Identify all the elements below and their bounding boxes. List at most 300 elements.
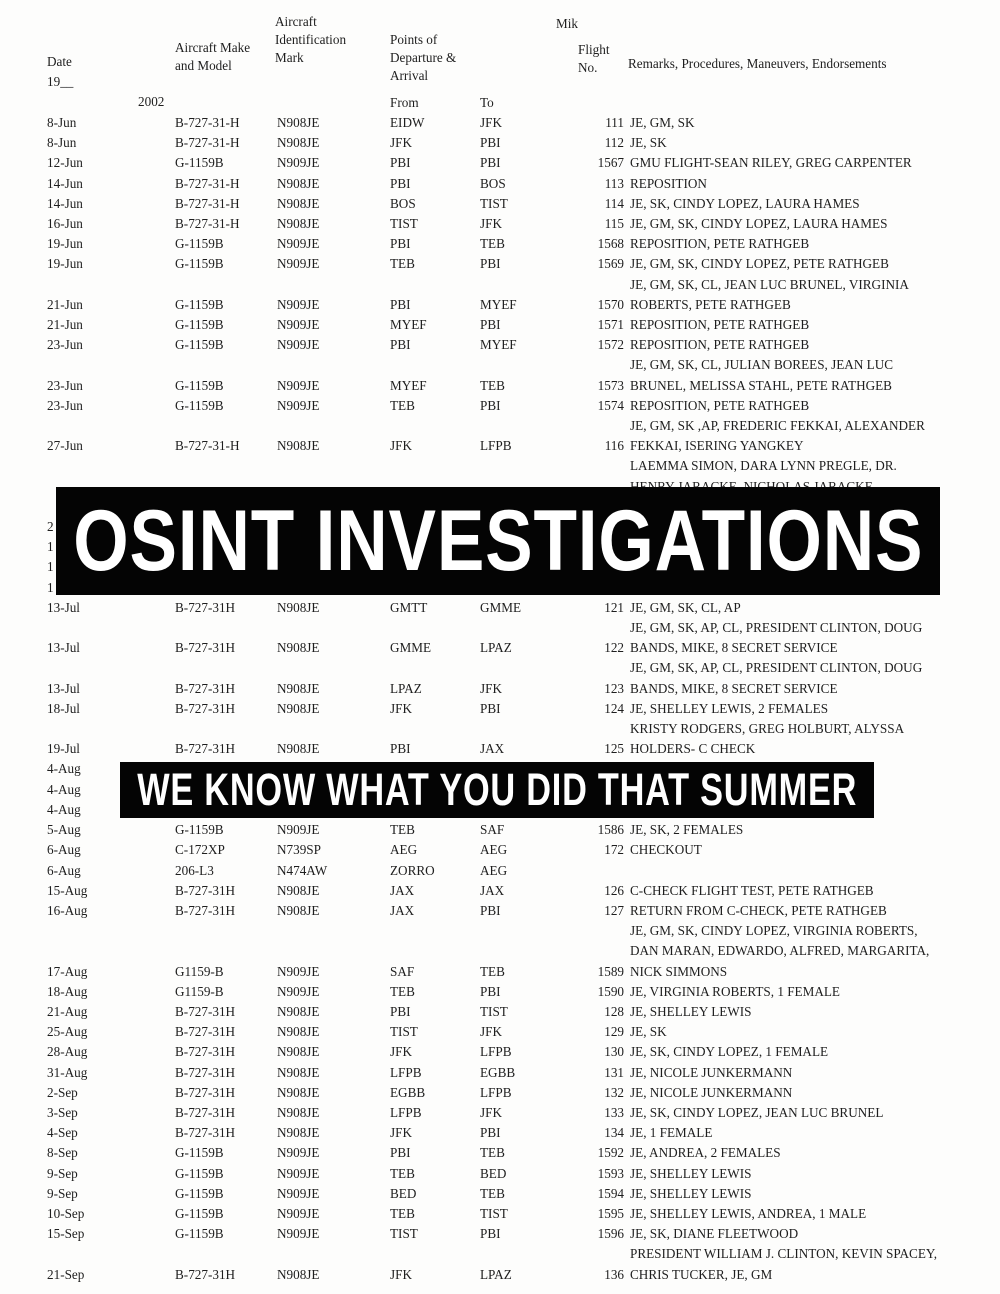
remarks-text: JE, GM, SK ,AP, FREDERIC FEKKAI, ALEXANDER: [630, 418, 925, 434]
flight-number: 124: [604, 700, 624, 716]
flight-number: 1596: [597, 1226, 624, 1242]
row-date: 8-Jun: [47, 135, 77, 151]
row-from: MYEF: [390, 377, 427, 393]
row-remarks: [558, 234, 1000, 254]
row-to: BED: [480, 1165, 507, 1181]
header-aircraft-make-label: and Model: [175, 58, 232, 73]
remarks-text: JE, NICOLE JUNKERMANN: [630, 1064, 793, 1080]
row-make: B-727-31H: [175, 1044, 236, 1060]
row-date: 21-Sep: [47, 1266, 85, 1282]
row-ident: N908JE: [277, 1064, 320, 1080]
row-from: TEB: [390, 256, 415, 272]
header-aircraft-identification-label: Aircraft: [275, 14, 317, 29]
row-to: MYEF: [480, 296, 517, 312]
row-make: B-727-31-H: [175, 135, 240, 151]
row-ident: N909JE: [277, 1165, 320, 1181]
row-to: LFPB: [480, 438, 512, 454]
row-from: JAX: [390, 882, 415, 898]
row-to: LFPB: [480, 1084, 512, 1100]
remarks-text: JE, GM, SK, CL, JULIAN BOREES, JEAN LUC: [630, 357, 894, 373]
row-date: 9-Sep: [47, 1185, 78, 1201]
row-to: LPAZ: [480, 1266, 512, 1282]
row-ident: N908JE: [277, 640, 320, 656]
remarks-text: JE, SK: [630, 1024, 667, 1040]
table-row: [0, 1164, 1000, 1184]
flight-number: 130: [604, 1044, 624, 1060]
row-make: B-727-31H: [175, 1266, 236, 1282]
remarks-text: JE, ANDREA, 2 FEMALES: [630, 1145, 781, 1161]
flight-number: 1592: [597, 1145, 624, 1161]
table-row: [0, 153, 1000, 173]
row-remarks: [558, 174, 1000, 194]
row-remarks: [558, 658, 1000, 698]
row-ident: N739SP: [277, 842, 321, 858]
row-make: G-1159B: [175, 1145, 224, 1161]
row-make: G-1159B: [175, 296, 224, 312]
row-ident: N909JE: [277, 1185, 320, 1201]
flight-log-rows: [0, 113, 1000, 1285]
remarks-text: JE, SHELLEY LEWIS, 2 FEMALES: [630, 700, 829, 716]
row-remarks: [558, 881, 1000, 901]
row-date: 21-Aug: [47, 1003, 88, 1019]
remarks-text: BANDS, MIKE, 8 SECRET SERVICE: [630, 680, 838, 696]
header-year-value: 2002: [138, 94, 165, 109]
header-to-label: To: [480, 95, 494, 110]
flight-number: [558, 355, 630, 375]
row-date: 15-Sep: [47, 1226, 85, 1242]
remarks-text: JE, SK, DIANE FLEETWOOD: [630, 1226, 799, 1242]
row-from: TIST: [390, 1226, 418, 1242]
row-make: B-727-31H: [175, 1104, 236, 1120]
row-to: JFK: [480, 680, 502, 696]
flight-number: [558, 1244, 630, 1264]
row-ident: N908JE: [277, 195, 320, 211]
remarks-text: JE, SK, CINDY LOPEZ, 1 FEMALE: [630, 1044, 829, 1060]
row-to: AEG: [480, 842, 508, 858]
row-date: 1: [47, 559, 54, 575]
table-row: [0, 254, 1000, 274]
row-to: LFPB: [480, 1044, 512, 1060]
row-make: G-1159B: [175, 317, 224, 333]
row-date: 10-Sep: [47, 1205, 85, 1221]
row-date: 31-Aug: [47, 1064, 88, 1080]
table-row: [0, 416, 1000, 456]
row-remarks: [558, 1204, 1000, 1224]
row-to: PBI: [480, 700, 501, 716]
row-to: JFK: [480, 1024, 502, 1040]
table-row: [0, 901, 1000, 921]
flight-number: 111: [605, 115, 624, 130]
row-to: PBI: [480, 397, 501, 413]
table-row: [0, 174, 1000, 194]
remarks-text: LAEMMA SIMON, DARA LYNN PREGLE, DR.: [630, 458, 897, 474]
table-row: [0, 1042, 1000, 1062]
row-to: PBI: [480, 317, 501, 333]
row-date: 12-Jun: [47, 155, 83, 171]
remarks-text: JE, SHELLEY LEWIS: [630, 1165, 752, 1181]
row-from: JFK: [390, 700, 412, 716]
row-remarks: [558, 133, 1000, 153]
table-row: [0, 1204, 1000, 1224]
table-row: [0, 982, 1000, 1002]
row-ident: N909JE: [277, 822, 320, 838]
remarks-text: ROBERTS, PETE RATHGEB: [630, 296, 791, 312]
row-date: 4-Aug: [47, 801, 81, 817]
remarks-text: JE, GM, SK, CINDY LOPEZ, LAURA HAMES: [630, 216, 888, 232]
row-ident: N909JE: [277, 963, 320, 979]
row-to: JAX: [480, 882, 505, 898]
row-to: TEB: [480, 963, 505, 979]
remarks-text: REPOSITION, PETE RATHGEB: [630, 397, 810, 413]
row-from: PBI: [390, 296, 411, 312]
table-row: [0, 881, 1000, 901]
row-make: B-727-31-H: [175, 175, 240, 191]
row-date: 8-Jun: [47, 115, 77, 130]
row-to: BOS: [480, 175, 506, 191]
row-date: 8-Sep: [47, 1145, 78, 1161]
flight-number: 1593: [597, 1165, 624, 1181]
table-row: [0, 1143, 1000, 1163]
row-make: B-727-31H: [175, 700, 236, 716]
summer-banner-text: WE KNOW WHAT YOU DID THAT SUMMER: [137, 763, 858, 815]
row-date: 3-Sep: [47, 1104, 78, 1120]
row-date: 9-Sep: [47, 1165, 78, 1181]
row-from: TIST: [390, 1024, 418, 1040]
row-date: 23-Jun: [47, 397, 83, 413]
row-make: B-727-31H: [175, 1064, 236, 1080]
row-remarks: [558, 153, 1000, 173]
row-make: G-1159B: [175, 1205, 224, 1221]
flight-number: 1594: [597, 1185, 624, 1201]
row-ident: N908JE: [277, 741, 320, 757]
osint-banner: [56, 487, 940, 595]
row-from: BED: [390, 1185, 417, 1201]
flight-number: 1568: [597, 236, 624, 252]
row-ident: N909JE: [277, 317, 320, 333]
table-row: [0, 1063, 1000, 1083]
row-ident: N909JE: [277, 397, 320, 413]
row-date: 1: [47, 579, 54, 595]
remarks-text: KRISTY RODGERS, GREG HOLBURT, ALYSSA: [630, 721, 905, 737]
header-remarks-label: Remarks, Procedures, Maneuvers, Endorsements: [628, 56, 887, 71]
flight-number: 1574: [597, 397, 624, 413]
row-ident: N908JE: [277, 1024, 320, 1040]
row-date: 17-Aug: [47, 963, 88, 979]
row-remarks: [558, 1123, 1000, 1143]
row-to: PBI: [480, 983, 501, 999]
row-make: G-1159B: [175, 1185, 224, 1201]
row-date: 5-Aug: [47, 822, 81, 838]
row-ident: N474AW: [277, 862, 328, 878]
row-date: 16-Aug: [47, 902, 88, 918]
row-make: B-727-31-H: [175, 115, 240, 130]
row-ident: N909JE: [277, 337, 320, 353]
row-date: 18-Aug: [47, 983, 88, 999]
flight-number: 116: [604, 438, 624, 454]
flight-number: 131: [604, 1064, 624, 1080]
summer-banner: [120, 762, 874, 818]
flight-number: 113: [604, 175, 624, 191]
row-from: TEB: [390, 1205, 415, 1221]
row-from: ZORRO: [390, 862, 435, 878]
row-make: G-1159B: [175, 397, 224, 413]
row-remarks: [558, 1042, 1000, 1062]
remarks-text: JE, SHELLEY LEWIS, ANDREA, 1 MALE: [630, 1205, 867, 1221]
remarks-text: JE, GM, SK, CL, JEAN LUC BRUNEL, VIRGINIA: [630, 276, 909, 292]
row-date: 1: [47, 539, 54, 555]
flight-number: 134: [604, 1125, 624, 1141]
row-to: JAX: [480, 741, 505, 757]
header-date-label: 19__: [47, 74, 74, 89]
row-date: 21-Jun: [47, 317, 83, 333]
header-points-label: Arrival: [390, 68, 429, 83]
row-remarks: [558, 315, 1000, 335]
row-make: B-727-31H: [175, 902, 236, 918]
remarks-text: JE, SHELLEY LEWIS: [630, 1185, 752, 1201]
row-remarks: [558, 1103, 1000, 1123]
table-row: [0, 598, 1000, 618]
table-row: [0, 820, 1000, 840]
flight-number: 1570: [597, 296, 624, 312]
row-from: EGBB: [390, 1084, 426, 1100]
row-from: BOS: [390, 195, 416, 211]
remarks-text: JE, SHELLEY LEWIS: [630, 1003, 752, 1019]
row-ident: N909JE: [277, 983, 320, 999]
row-from: EIDW: [390, 115, 425, 130]
row-from: JAX: [390, 902, 415, 918]
row-ident: N908JE: [277, 115, 320, 130]
row-remarks: [558, 214, 1000, 234]
flight-log-header: [0, 0, 1000, 113]
remarks-text: JE, GM, SK, CL, AP: [630, 599, 741, 615]
remarks-text: JE, SK, CINDY LOPEZ, LAURA HAMES: [630, 195, 860, 211]
remarks-text: REPOSITION: [630, 175, 707, 191]
header-points-label: Points of: [390, 32, 438, 47]
row-make: B-727-31H: [175, 640, 236, 656]
flight-number: 1586: [597, 822, 624, 838]
flight-number: 1589: [597, 963, 624, 979]
row-from: JFK: [390, 1044, 412, 1060]
table-row: [0, 1224, 1000, 1244]
row-to: JFK: [480, 1104, 502, 1120]
table-row: [0, 921, 1000, 982]
row-from: GMME: [390, 640, 432, 656]
table-row: [0, 315, 1000, 335]
remarks-text: JE, SK, CINDY LOPEZ, JEAN LUC BRUNEL: [630, 1104, 884, 1120]
row-make: B-727-31H: [175, 741, 236, 757]
row-ident: N908JE: [277, 599, 320, 615]
row-ident: N909JE: [277, 155, 320, 171]
row-date: 4-Sep: [47, 1125, 78, 1141]
row-to: JFK: [480, 115, 502, 130]
remarks-text: JE, GM, SK: [630, 115, 695, 130]
row-ident: N908JE: [277, 700, 320, 716]
row-date: 2: [47, 519, 54, 535]
row-remarks: [558, 1164, 1000, 1184]
table-row: [0, 1244, 1000, 1284]
row-remarks: [558, 275, 1000, 315]
table-row: [0, 1083, 1000, 1103]
flight-number: 1571: [597, 317, 624, 333]
row-date: 14-Jun: [47, 175, 83, 191]
row-from: TEB: [390, 1165, 415, 1181]
table-row: [0, 133, 1000, 153]
row-to: GMME: [480, 599, 522, 615]
flight-number: 172: [604, 842, 624, 858]
remarks-text: FEKKAI, ISERING YANGKEY: [630, 438, 804, 454]
flight-number: 122: [604, 640, 624, 656]
row-from: SAF: [390, 963, 415, 979]
row-make: B-727-31-H: [175, 216, 240, 232]
row-ident: N908JE: [277, 1003, 320, 1019]
flight-number: [558, 416, 630, 436]
table-row: [0, 1123, 1000, 1143]
row-to: PBI: [480, 155, 501, 171]
flight-number: [558, 921, 630, 941]
row-remarks: [558, 1244, 1000, 1284]
row-remarks: [558, 982, 1000, 1002]
remarks-text: REPOSITION, PETE RATHGEB: [630, 337, 810, 353]
row-to: SAF: [480, 822, 505, 838]
row-make: B-727-31-H: [175, 195, 240, 211]
row-ident: N908JE: [277, 1084, 320, 1100]
flight-number: 112: [604, 135, 624, 151]
flight-number: 114: [604, 195, 624, 211]
flight-number: 1590: [597, 983, 624, 999]
row-ident: N909JE: [277, 1205, 320, 1221]
flight-number: 1572: [597, 337, 624, 353]
table-row: [0, 1103, 1000, 1123]
row-to: TIST: [480, 1003, 508, 1019]
flight-number: 126: [604, 882, 624, 898]
row-make: G-1159B: [175, 822, 224, 838]
row-from: PBI: [390, 155, 411, 171]
row-date: 6-Aug: [47, 842, 81, 858]
flight-number: 132: [604, 1084, 624, 1100]
row-ident: N908JE: [277, 680, 320, 696]
row-to: EGBB: [480, 1064, 516, 1080]
row-to: TEB: [480, 1145, 505, 1161]
row-from: PBI: [390, 1145, 411, 1161]
row-from: JFK: [390, 135, 412, 151]
row-from: GMTT: [390, 599, 428, 615]
row-make: G1159-B: [175, 983, 224, 999]
remarks-text: REPOSITION, PETE RATHGEB: [630, 236, 810, 252]
row-date: 13-Jul: [47, 599, 80, 615]
table-row: [0, 275, 1000, 315]
remarks-text: JE, SK: [630, 135, 667, 151]
row-ident: N908JE: [277, 216, 320, 232]
row-remarks: [558, 194, 1000, 214]
header-from-label: From: [390, 95, 419, 110]
row-date: 4-Aug: [47, 781, 81, 797]
remarks-text: JE, GM, SK, AP, CL, PRESIDENT CLINTON, DOUG: [630, 660, 923, 676]
flight-number: 1573: [597, 377, 624, 393]
row-remarks: [558, 113, 1000, 133]
row-date: 19-Jul: [47, 741, 80, 757]
row-to: LPAZ: [480, 640, 512, 656]
remarks-text: RETURN FROM C-CHECK, PETE RATHGEB: [630, 902, 887, 918]
row-to: MYEF: [480, 337, 517, 353]
row-make: 206-L3: [175, 862, 214, 878]
row-from: LFPB: [390, 1064, 422, 1080]
row-remarks: [558, 598, 1000, 618]
remarks-text: GMU FLIGHT-SEAN RILEY, GREG CARPENTER: [630, 155, 912, 171]
row-from: JFK: [390, 1125, 412, 1141]
row-ident: N909JE: [277, 1145, 320, 1161]
row-ident: N909JE: [277, 236, 320, 252]
flight-number: 1569: [597, 256, 624, 272]
header-mik-fragment: Mik: [556, 16, 578, 31]
row-date: 23-Jun: [47, 337, 83, 353]
table-row: [0, 699, 1000, 719]
table-row: [0, 1002, 1000, 1022]
row-ident: N909JE: [277, 1226, 320, 1242]
remarks-text: HOLDERS- C CHECK: [630, 741, 756, 757]
table-row: [0, 861, 1000, 881]
row-ident: N908JE: [277, 135, 320, 151]
row-remarks: [558, 335, 1000, 355]
row-ident: N908JE: [277, 175, 320, 191]
row-ident: N909JE: [277, 296, 320, 312]
remarks-text: JE, NICOLE JUNKERMANN: [630, 1084, 793, 1100]
header-aircraft-make-label: Aircraft Make: [175, 40, 251, 55]
flight-number: 127: [604, 902, 624, 918]
row-ident: N908JE: [277, 438, 320, 454]
row-from: LPAZ: [390, 680, 422, 696]
row-date: 23-Jun: [47, 377, 83, 393]
row-to: PBI: [480, 256, 501, 272]
row-remarks: [558, 901, 1000, 921]
remarks-text: JE, GM, SK, AP, CL, PRESIDENT CLINTON, DOUG: [630, 620, 923, 636]
table-row: [0, 658, 1000, 698]
row-ident: N908JE: [277, 1104, 320, 1120]
header-aircraft-identification-label: Mark: [275, 50, 304, 65]
flight-number: 128: [604, 1003, 624, 1019]
row-date: 16-Jun: [47, 216, 83, 232]
row-to: AEG: [480, 862, 508, 878]
flight-number: [558, 618, 630, 638]
row-make: B-727-31H: [175, 882, 236, 898]
remarks-text: REPOSITION, PETE RATHGEB: [630, 317, 810, 333]
table-row: [0, 355, 1000, 395]
osint-banner-text: OSINT INVESTIGATIONS: [73, 492, 924, 589]
row-make: B-727-31H: [175, 1084, 236, 1100]
flight-number: 129: [604, 1024, 624, 1040]
row-date: 27-Jun: [47, 438, 83, 454]
row-remarks: [558, 254, 1000, 274]
row-ident: N908JE: [277, 882, 320, 898]
table-row: [0, 1184, 1000, 1204]
row-from: JFK: [390, 1266, 412, 1282]
table-row: [0, 719, 1000, 759]
remarks-text: JE, SK, 2 FEMALES: [630, 822, 744, 838]
row-date: 14-Jun: [47, 195, 83, 211]
row-date: 18-Jul: [47, 700, 80, 716]
row-ident: N908JE: [277, 902, 320, 918]
row-make: G-1159B: [175, 337, 224, 353]
row-make: B-727-31H: [175, 1125, 236, 1141]
flight-number: 125: [604, 741, 624, 757]
remarks-text: JE, VIRGINIA ROBERTS, 1 FEMALE: [630, 983, 840, 999]
table-row: [0, 234, 1000, 254]
row-date: 13-Jul: [47, 680, 80, 696]
header-flight-no-label: Flight: [578, 42, 610, 57]
remarks-text: BRUNEL, MELISSA STAHL, PETE RATHGEB: [630, 377, 892, 393]
row-from: TEB: [390, 983, 415, 999]
row-remarks: [558, 618, 1000, 658]
row-date: 25-Aug: [47, 1024, 88, 1040]
